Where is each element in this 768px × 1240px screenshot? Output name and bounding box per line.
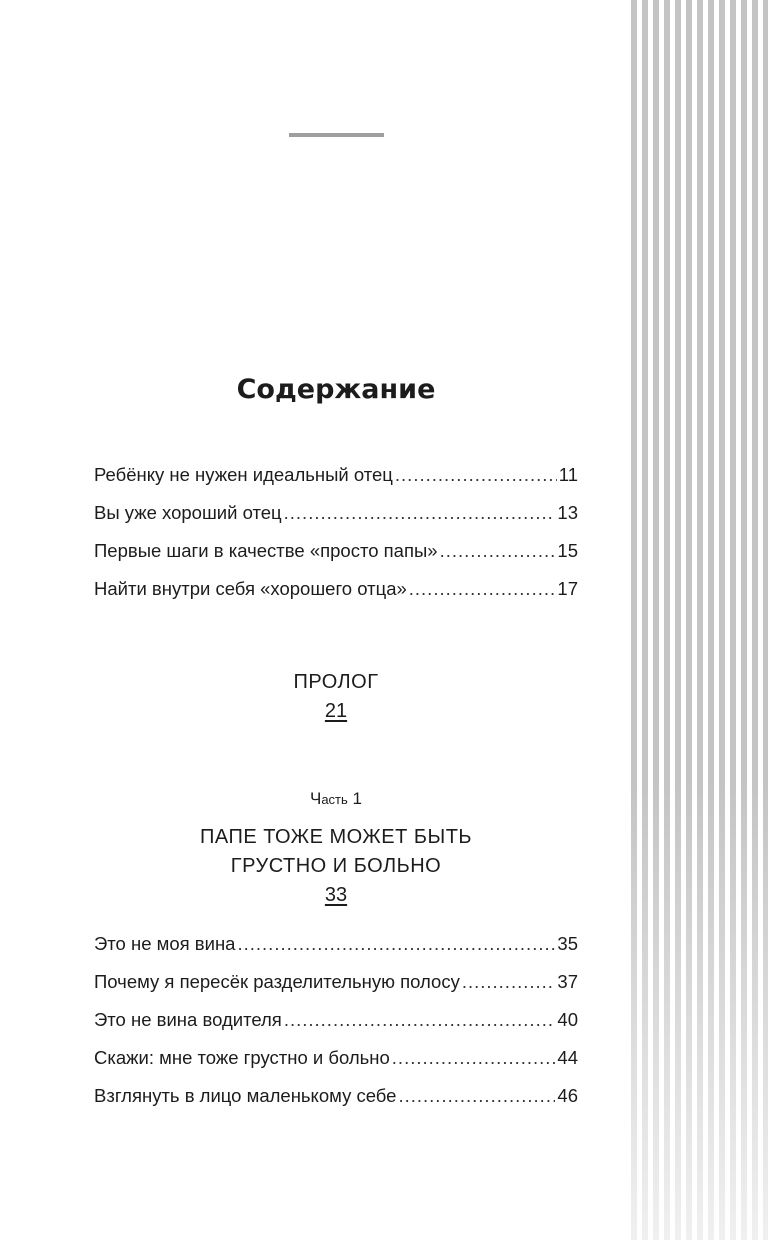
dot-leader xyxy=(440,540,556,562)
toc-entry-title: Первые шаги в качестве «просто папы» xyxy=(94,540,438,561)
contents-heading: Содержание xyxy=(236,374,436,405)
toc-intro-list xyxy=(94,464,578,616)
dot-leader xyxy=(284,1009,556,1031)
dot-leader xyxy=(398,1085,555,1107)
part1-title-line1: ПАПЕ ТОЖЕ МОЖЕТ БЫТЬ xyxy=(199,826,473,848)
part-label-number: 1 xyxy=(352,789,362,808)
toc-entry[interactable] xyxy=(94,578,578,616)
toc-entry-page: 15 xyxy=(557,540,578,561)
dot-leader xyxy=(284,502,556,524)
toc-entry[interactable] xyxy=(94,933,578,971)
toc-entry-page: 40 xyxy=(557,1009,578,1030)
toc-entry-page: 37 xyxy=(557,971,578,992)
decorative-stripes xyxy=(626,0,768,1240)
toc-entry-title: Найти внутри себя «хорошего отца» xyxy=(94,578,407,599)
toc-entry[interactable] xyxy=(94,1085,578,1123)
toc-entry-page: 46 xyxy=(557,1085,578,1106)
part-label-initial: Ч xyxy=(309,789,322,808)
prologue-page-link[interactable]: 21 xyxy=(324,700,348,722)
prologue-block xyxy=(94,668,578,726)
dot-leader xyxy=(395,464,557,486)
part-label-rest: асть xyxy=(321,792,348,807)
dot-leader xyxy=(392,1047,556,1069)
part1-page-link[interactable]: 33 xyxy=(324,884,348,906)
dot-leader xyxy=(409,578,556,600)
toc-entry-title: Скажи: мне тоже грустно и больно xyxy=(94,1047,390,1068)
toc-entry-title: Почему я пересёк разделительную полосу xyxy=(94,971,460,992)
toc-entry-page: 13 xyxy=(557,502,578,523)
top-rule-divider xyxy=(289,133,384,137)
dot-leader xyxy=(237,933,555,955)
toc-entry-page: 11 xyxy=(558,464,578,485)
dot-leader xyxy=(462,971,556,993)
part1-block xyxy=(94,823,578,910)
toc-entry[interactable] xyxy=(94,1009,578,1047)
prologue-title: ПРОЛОГ xyxy=(293,671,379,693)
toc-entry-title: Это не моя вина xyxy=(94,933,236,954)
part1-title-line2: ГРУСТНО И БОЛЬНО xyxy=(230,855,442,877)
toc-entry-page: 17 xyxy=(557,578,578,599)
toc-entry[interactable] xyxy=(94,502,578,540)
toc-entry[interactable] xyxy=(94,540,578,578)
toc-entry-page: 35 xyxy=(557,933,578,954)
toc-entry-title: Вы уже хороший отец xyxy=(94,502,282,523)
toc-part1-list xyxy=(94,933,578,1123)
toc-entry-page: 44 xyxy=(557,1047,578,1068)
toc-entry-title: Взглянуть в лицо маленькому себе xyxy=(94,1085,397,1106)
toc-entry[interactable] xyxy=(94,464,578,502)
part-label xyxy=(94,787,578,812)
toc-entry[interactable] xyxy=(94,1047,578,1085)
toc-entry[interactable] xyxy=(94,971,578,1009)
toc-entry-title: Ребёнку не нужен идеальный отец xyxy=(94,464,393,485)
toc-entry-title: Это не вина водителя xyxy=(94,1009,282,1030)
